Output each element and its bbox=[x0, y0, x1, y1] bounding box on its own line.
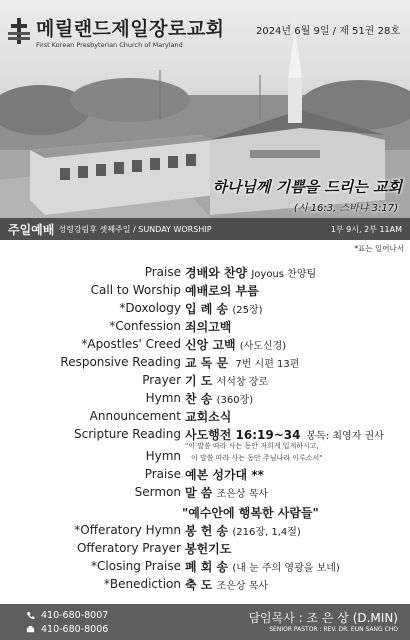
order-extra: (내 눈 주의 영광을 보네) bbox=[232, 562, 340, 574]
phone-number: 410-680-8007 bbox=[41, 610, 109, 621]
order-value: 말 씀 bbox=[185, 485, 213, 500]
church-slogan: 하나님께 기쁨을 드리는 교회 bbox=[212, 178, 402, 196]
order-row-sermon bbox=[0, 483, 410, 501]
worship-banner bbox=[0, 218, 410, 240]
order-value: 사도행전 16:19~34 bbox=[185, 427, 301, 442]
fax-icon bbox=[26, 625, 35, 634]
order-value: 경배와 찬양 bbox=[185, 265, 248, 280]
order-extra: 조은상 목사 bbox=[216, 580, 269, 592]
hymn-lyrics bbox=[185, 440, 323, 464]
order-row-benediction bbox=[0, 575, 410, 593]
order-extra: 서석창 장로 bbox=[216, 376, 269, 388]
senior-pastor: 담임목사 : 조 은 상 (D.MIN) bbox=[248, 611, 398, 625]
order-row-confession bbox=[0, 317, 410, 335]
stand-note: *표는 일어나서 bbox=[354, 244, 404, 253]
order-row-doxology bbox=[0, 299, 410, 317]
order-label: *Closing Praise bbox=[91, 559, 181, 573]
order-extra: (사도신경) bbox=[239, 340, 287, 352]
order-label: Prayer bbox=[142, 373, 181, 387]
hymn-lyric-line: "이 말씀 따라 사는 동안 저희게 입게하시고, bbox=[185, 442, 319, 450]
order-value: 예본 성가대 ** bbox=[185, 467, 264, 482]
church-logo bbox=[8, 18, 225, 49]
worship-subtitle: 성령강림후 셋째주일 / SUNDAY WORSHIP bbox=[58, 224, 212, 234]
order-row-choir-praise bbox=[0, 465, 410, 483]
order-label: Praise bbox=[144, 467, 181, 481]
sermon-title: "예수안에 행복한 사람들" bbox=[182, 506, 319, 520]
order-extra: (360장) bbox=[216, 394, 254, 406]
church-name-english: First Korean Presbyterian Church of Maryland bbox=[36, 41, 183, 49]
order-label: *Benediction bbox=[103, 577, 181, 591]
worship-times: 1부 9시, 2부 11AM bbox=[330, 224, 402, 234]
order-value: 찬 송 bbox=[185, 391, 213, 406]
order-value: 축 도 bbox=[185, 577, 213, 592]
order-label: Hymn bbox=[145, 391, 181, 405]
order-value: 교회소식 bbox=[185, 409, 232, 424]
order-row-offeratory-hymn bbox=[0, 521, 410, 539]
order-label: *Doxology bbox=[119, 301, 181, 315]
order-value: 봉헌기도 bbox=[185, 541, 232, 556]
phone-secondary[interactable] bbox=[26, 624, 108, 635]
order-value: 폐 회 송 bbox=[185, 559, 229, 574]
order-label: Offeratory Prayer bbox=[76, 541, 181, 555]
church-name: 메릴랜드제일장로교회 bbox=[36, 18, 225, 40]
senior-pastor-english: SENIOR PASTOR : REV. DR. EUN SANG CHO bbox=[269, 626, 398, 633]
order-label: *Confession bbox=[109, 319, 181, 333]
order-value: 교 독 문 bbox=[185, 355, 229, 370]
order-label: Sermon bbox=[134, 485, 181, 499]
order-extra: Joyous 찬양팀 bbox=[251, 268, 317, 280]
order-row-praise bbox=[0, 263, 410, 281]
issue-date: 2024년 6월 9일 / 제 51권 28호 bbox=[255, 26, 400, 37]
worship-title: 주일예배 bbox=[8, 222, 55, 237]
order-row-apostles-creed bbox=[0, 335, 410, 353]
church-cross-icon bbox=[8, 18, 30, 44]
footer bbox=[0, 604, 410, 640]
order-row-hymn bbox=[0, 389, 410, 407]
order-extra: (25장) bbox=[232, 304, 263, 316]
order-row-call-to-worship bbox=[0, 281, 410, 299]
order-row-prayer bbox=[0, 371, 410, 389]
slogan-verse: (시 16:3, 스바냐 3:17) bbox=[293, 203, 398, 214]
order-row-responsive-reading bbox=[0, 353, 410, 371]
order-extra: 조은상 목사 bbox=[216, 488, 269, 500]
order-label: Announcement bbox=[89, 409, 181, 423]
order-extra: (216장, 1,4절) bbox=[232, 526, 301, 538]
order-label: Call to Worship bbox=[90, 283, 181, 297]
order-label: Praise bbox=[144, 265, 181, 279]
order-row-closing-praise bbox=[0, 557, 410, 575]
phone-number: 410-680-8006 bbox=[41, 624, 109, 635]
order-row-announcement bbox=[0, 407, 410, 425]
order-value: 신앙 고백 bbox=[185, 337, 236, 352]
order-value: 봉 헌 송 bbox=[185, 523, 229, 538]
order-label: Responsive Reading bbox=[60, 355, 181, 369]
order-label: Hymn bbox=[145, 449, 181, 463]
order-row-offeratory-prayer bbox=[0, 539, 410, 557]
order-value: 예배로의 부름 bbox=[185, 283, 259, 298]
order-label: *Offeratory Hymn bbox=[74, 523, 181, 537]
order-value: 죄의고백 bbox=[185, 319, 232, 334]
phone-primary[interactable] bbox=[26, 610, 108, 621]
order-value: 기 도 bbox=[185, 373, 213, 388]
order-label: *Apostles' Creed bbox=[81, 337, 181, 351]
phone-icon bbox=[26, 611, 35, 620]
order-label: Scripture Reading bbox=[74, 427, 181, 441]
header-photo bbox=[0, 0, 410, 240]
order-extra: 7번 시편 13편 bbox=[235, 358, 300, 370]
hymn-lyric-line: 이 말씀 따라 사는 동안 주님나라 이루소서" bbox=[191, 454, 323, 462]
order-value: 입 례 송 bbox=[185, 301, 229, 316]
order-extra: 봉독: 최영자 권사 bbox=[306, 430, 384, 442]
